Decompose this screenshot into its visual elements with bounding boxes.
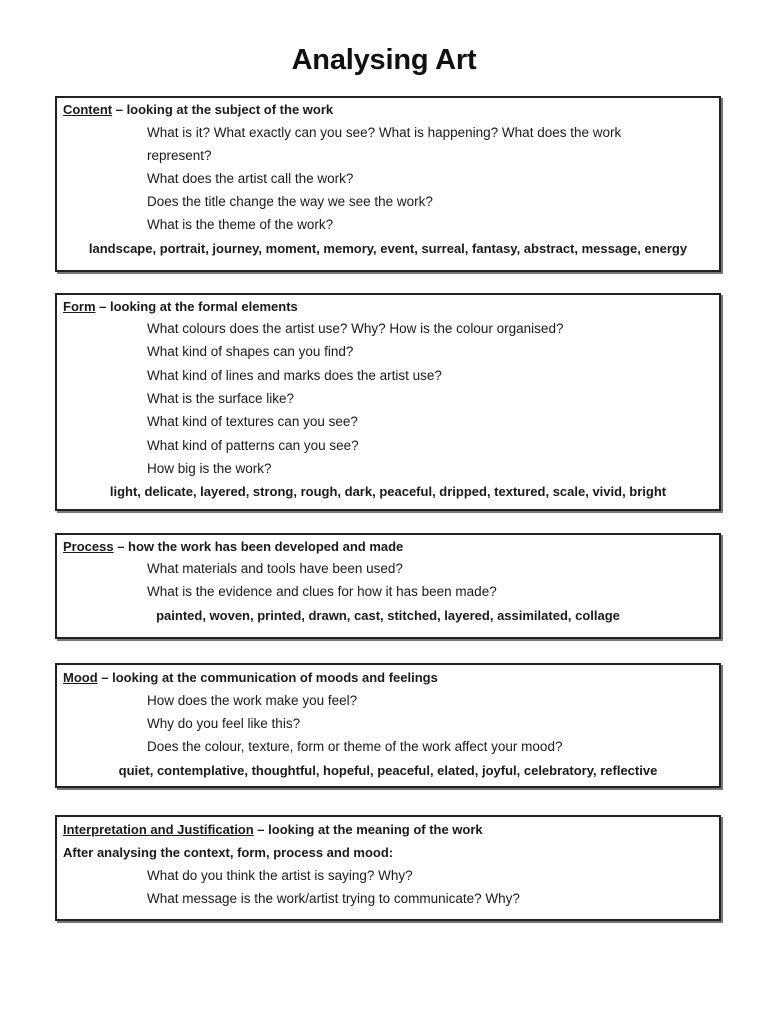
process-section <box>55 533 721 639</box>
process-heading <box>63 539 403 555</box>
form-heading-text: – looking at the formal elements <box>95 299 298 314</box>
interpretation-heading <box>63 822 483 838</box>
interpretation-question: What do you think the artist is saying? Why? <box>147 868 413 883</box>
process-question: What materials and tools have been used? <box>147 561 403 576</box>
interpretation-heading-text: – looking at the meaning of the work <box>253 822 483 837</box>
content-question: What is it? What exactly can you see? What is happening? What does the work <box>147 125 622 140</box>
form-keywords: light, delicate, layered, strong, rough, dark, peaceful, dripped, textured, scale, vivid, bright <box>109 484 667 499</box>
mood-section <box>55 663 721 788</box>
mood-question: How does the work make you feel? <box>147 693 358 708</box>
content-heading-label: Content <box>63 102 113 117</box>
form-question: What kind of shapes can you find? <box>147 344 354 359</box>
process-heading-label: Process <box>63 539 114 554</box>
mood-heading-label: Mood <box>63 670 98 685</box>
mood-heading <box>63 670 438 686</box>
mood-heading-text: – looking at the communication of moods and feelings <box>97 670 438 685</box>
form-question: What is the surface like? <box>147 391 295 406</box>
mood-question: Does the colour, texture, form or theme of the work affect your mood? <box>147 739 563 754</box>
form-question: What kind of lines and marks does the artist use? <box>147 368 442 383</box>
content-question: represent? <box>147 148 212 163</box>
form-question: What colours does the artist use? Why? How is the colour organised? <box>147 321 564 336</box>
mood-keywords: quiet, contemplative, thoughtful, hopeful, peaceful, elated, joyful, celebratory, reflective <box>118 763 658 778</box>
form-question: What kind of patterns can you see? <box>147 438 359 453</box>
process-keywords: painted, woven, printed, drawn, cast, stitched, layered, assimilated, collage <box>156 608 620 623</box>
form-section <box>55 293 721 511</box>
interpretation-heading-label: Interpretation and Justification <box>63 822 254 837</box>
mood-question: Why do you feel like this? <box>147 716 301 731</box>
interpretation-subheading: After analysing the context, form, process and mood: <box>63 845 394 860</box>
page-title: Analysing Art <box>291 44 477 76</box>
form-question: What kind of textures can you see? <box>147 414 358 429</box>
content-keywords: landscape, portrait, journey, moment, memory, event, surreal, fantasy, abstract, message, energy <box>88 241 688 256</box>
process-heading-text: – how the work has been developed and made <box>113 539 404 554</box>
form-heading <box>63 299 298 315</box>
form-heading-label: Form <box>63 299 96 314</box>
interpretation-section <box>55 815 721 921</box>
content-heading <box>63 102 333 118</box>
content-section <box>55 96 721 272</box>
process-question: What is the evidence and clues for how it has been made? <box>147 584 497 599</box>
content-heading-text: – looking at the subject of the work <box>112 102 334 117</box>
interpretation-question: What message is the work/artist trying to communicate? Why? <box>147 891 520 906</box>
content-question: Does the title change the way we see the work? <box>147 194 433 209</box>
content-question: What does the artist call the work? <box>147 171 354 186</box>
content-question: What is the theme of the work? <box>147 217 334 232</box>
form-question: How big is the work? <box>147 461 272 476</box>
